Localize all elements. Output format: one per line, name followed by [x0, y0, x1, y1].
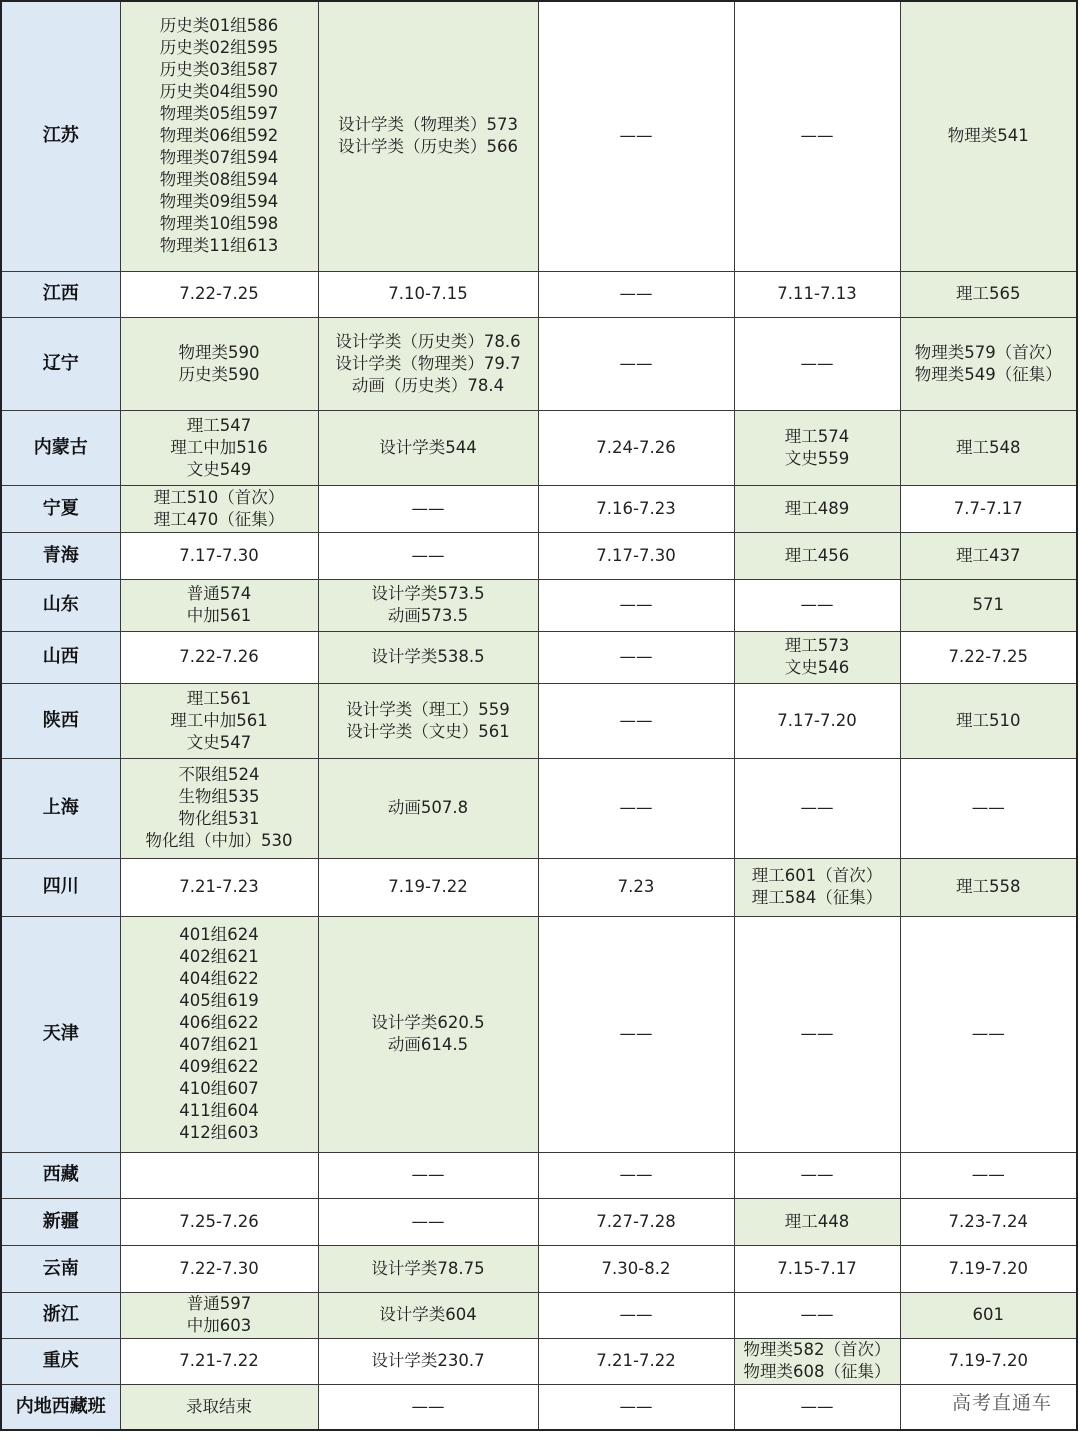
data-cell — [734, 1, 900, 271]
cell-line: 7.21-7.23 — [179, 877, 259, 896]
data-cell — [120, 1, 318, 271]
watermark: 高考直通车 — [951, 1392, 1052, 1414]
data-cell — [120, 631, 318, 683]
cell-line: 理工470（征集） — [153, 509, 285, 529]
cell-line: 设计学类620.5 — [371, 1013, 485, 1032]
cell-line: 历史类04组590 — [159, 82, 279, 102]
cell-line: —— — [619, 1396, 653, 1416]
data-cell — [538, 1245, 734, 1292]
cell-line: 7.19-7.20 — [948, 1258, 1028, 1278]
data-cell — [900, 916, 1077, 1152]
cell-line: 普通597 — [186, 1294, 252, 1313]
province-cell: 宁夏 — [1, 485, 120, 532]
data-cell — [900, 1152, 1077, 1198]
cell-line: 409组622 — [179, 1057, 259, 1076]
cell-line: 录取结束 — [186, 1396, 252, 1416]
data-cell — [900, 271, 1077, 317]
cell-line: 404组622 — [179, 969, 259, 988]
data-cell — [318, 579, 538, 631]
cell-line: 理工601（首次） — [751, 866, 883, 885]
data-cell — [538, 485, 734, 532]
cell-line: —— — [619, 284, 653, 303]
province-cell: 内地西藏班 — [1, 1384, 120, 1430]
data-cell — [734, 1245, 900, 1292]
cell-line: 物理类09组594 — [159, 192, 279, 212]
data-cell — [120, 532, 318, 579]
cell-line: 理工510 — [956, 710, 1021, 730]
data-cell — [120, 683, 318, 758]
data-cell — [120, 916, 318, 1152]
province-cell: 辽宁 — [1, 317, 120, 410]
cell-line: —— — [800, 1165, 834, 1184]
cell-line: 动画573.5 — [387, 606, 469, 625]
data-cell — [734, 858, 900, 916]
cell-line: 历史类02组595 — [159, 38, 279, 58]
cell-line: 理工489 — [784, 498, 850, 518]
cell-line: 7.16-7.23 — [596, 498, 676, 518]
data-cell — [734, 485, 900, 532]
data-cell — [734, 1292, 900, 1338]
cell-line: 动画507.8 — [387, 798, 469, 817]
cell-line: 物理类608（征集） — [743, 1362, 891, 1381]
data-cell — [538, 1292, 734, 1338]
cell-line: —— — [411, 545, 445, 565]
cell-line: 601 — [972, 1305, 1004, 1324]
data-cell — [538, 1384, 734, 1430]
data-cell — [120, 758, 318, 858]
cell-line: 7.22-7.25 — [948, 647, 1028, 666]
data-cell — [900, 758, 1077, 858]
province-cell: 内蒙古 — [1, 410, 120, 485]
table-row — [1, 1384, 1077, 1430]
cell-line: —— — [800, 1305, 834, 1324]
province-cell: 山西 — [1, 631, 120, 683]
cell-line: 理工中加516 — [170, 437, 268, 457]
data-cell — [318, 1245, 538, 1292]
data-cell — [734, 631, 900, 683]
cell-line: 物理类590 — [178, 342, 260, 362]
data-cell — [318, 317, 538, 410]
cell-line: —— — [619, 1165, 653, 1184]
cell-line: 理工448 — [784, 1211, 850, 1231]
cell-line: 402组621 — [179, 947, 259, 966]
cell-line: 理工573 — [784, 636, 850, 655]
cell-line: 407组621 — [179, 1035, 259, 1054]
cell-line: 动画614.5 — [387, 1035, 469, 1054]
data-cell — [734, 683, 900, 758]
data-cell — [318, 1152, 538, 1198]
data-cell — [538, 317, 734, 410]
cell-line: 571 — [972, 595, 1004, 614]
data-cell — [900, 1245, 1077, 1292]
cell-line: 物化组（中加）530 — [145, 831, 293, 850]
data-cell — [538, 858, 734, 916]
data-cell — [538, 271, 734, 317]
table-row — [1, 579, 1077, 631]
cell-line: —— — [800, 1396, 834, 1416]
cell-line: 物理类08组594 — [159, 170, 279, 190]
table-row — [1, 271, 1077, 317]
data-cell — [538, 1338, 734, 1384]
data-cell — [538, 631, 734, 683]
cell-line: 设计学类544 — [379, 437, 477, 457]
data-cell — [734, 1338, 900, 1384]
cell-line: 设计学类573.5 — [371, 584, 485, 603]
data-cell — [318, 858, 538, 916]
cell-line: —— — [971, 1024, 1005, 1043]
cell-line: 理工547 — [186, 415, 252, 435]
cell-line: 7.22-7.26 — [179, 647, 259, 666]
cell-line: 中加603 — [186, 1316, 252, 1335]
cell-line: 物理类582（首次） — [743, 1340, 891, 1359]
data-cell — [120, 410, 318, 485]
cell-line: 物理类549（征集） — [914, 364, 1062, 384]
cell-line: 7.27-7.28 — [596, 1211, 676, 1231]
province-cell: 青海 — [1, 532, 120, 579]
data-cell — [120, 485, 318, 532]
province-cell: 新疆 — [1, 1198, 120, 1245]
cell-line: 设计学类（历史类）78.6 — [335, 331, 521, 351]
table-row — [1, 317, 1077, 410]
cell-line: 生物组535 — [178, 787, 260, 806]
cell-line: 物化组531 — [178, 809, 260, 828]
data-cell — [900, 683, 1077, 758]
data-cell — [734, 1198, 900, 1245]
cell-line: 设计学类78.75 — [371, 1258, 485, 1278]
data-cell — [120, 1152, 318, 1198]
cell-line: —— — [619, 1305, 653, 1324]
data-cell — [734, 271, 900, 317]
data-cell — [900, 1338, 1077, 1384]
data-cell — [120, 1384, 318, 1430]
province-cell: 江西 — [1, 271, 120, 317]
data-cell — [318, 532, 538, 579]
data-cell — [318, 1, 538, 271]
cell-line: 文史546 — [784, 658, 850, 677]
cell-line: 401组624 — [179, 925, 259, 944]
cell-line: —— — [800, 1024, 834, 1043]
data-cell — [734, 579, 900, 631]
cell-line: 物理类07组594 — [159, 148, 279, 168]
data-cell — [318, 631, 538, 683]
data-cell — [318, 410, 538, 485]
data-cell — [120, 579, 318, 631]
cell-line: 7.17-7.30 — [596, 545, 676, 565]
cell-line: 7.22-7.25 — [179, 284, 259, 303]
cell-line: 7.21-7.22 — [179, 1351, 259, 1370]
cell-line: 历史类01组586 — [159, 16, 279, 36]
cell-line: 7.17-7.30 — [179, 545, 259, 565]
cell-line: 理工565 — [956, 284, 1021, 303]
province-cell: 陕西 — [1, 683, 120, 758]
cell-line: 物理类579（首次） — [914, 342, 1062, 362]
cell-line: 理工561 — [186, 688, 252, 708]
cell-line: 410组607 — [179, 1079, 259, 1098]
data-cell — [318, 485, 538, 532]
data-cell — [318, 271, 538, 317]
data-cell — [318, 1338, 538, 1384]
cell-line: 406组622 — [179, 1013, 259, 1032]
cell-line: 不限组524 — [178, 765, 260, 784]
cell-line: —— — [619, 595, 653, 614]
cell-line: 412组603 — [179, 1123, 259, 1142]
cell-line: 设计学类（物理类）79.7 — [335, 353, 521, 373]
data-cell — [900, 1292, 1077, 1338]
data-cell — [900, 410, 1077, 485]
cell-line: 7.23 — [617, 877, 655, 896]
cell-line: —— — [619, 126, 653, 146]
data-cell — [734, 916, 900, 1152]
data-cell — [538, 1, 734, 271]
cell-line: —— — [619, 647, 653, 666]
cell-line: 文史547 — [186, 732, 252, 752]
cell-line: 7.11-7.13 — [777, 284, 857, 303]
cell-line: 设计学类（文史）561 — [346, 721, 510, 741]
province-cell: 浙江 — [1, 1292, 120, 1338]
cell-line: 普通574 — [186, 584, 252, 603]
cell-line: 物理类06组592 — [159, 126, 279, 146]
data-cell — [120, 271, 318, 317]
cell-line: 7.30-8.2 — [601, 1258, 671, 1278]
cell-line: 理工548 — [956, 437, 1021, 457]
data-cell — [318, 758, 538, 858]
cell-line: 文史559 — [784, 448, 850, 468]
data-cell — [318, 916, 538, 1152]
cell-line: —— — [619, 798, 653, 817]
table-row — [1, 758, 1077, 858]
data-cell — [318, 1384, 538, 1430]
cell-line: —— — [411, 1211, 445, 1231]
cell-line: 物理类05组597 — [159, 104, 279, 124]
cell-line: 历史类590 — [178, 364, 260, 384]
table-row — [1, 1198, 1077, 1245]
data-cell — [734, 758, 900, 858]
table-row — [1, 485, 1077, 532]
province-cell: 江苏 — [1, 1, 120, 271]
data-cell — [900, 631, 1077, 683]
cell-line: 理工558 — [956, 877, 1021, 896]
cell-line: 405组619 — [179, 991, 259, 1010]
table-row — [1, 683, 1077, 758]
table-row — [1, 532, 1077, 579]
cell-line: 文史549 — [186, 459, 252, 479]
data-cell — [120, 858, 318, 916]
data-cell — [538, 410, 734, 485]
cell-line: 动画（历史类）78.4 — [351, 375, 505, 395]
cell-line: —— — [800, 798, 834, 817]
data-cell — [538, 532, 734, 579]
province-cell: 西藏 — [1, 1152, 120, 1198]
data-cell — [538, 579, 734, 631]
table-row — [1, 1, 1077, 271]
cell-line: 7.22-7.30 — [179, 1258, 259, 1278]
province-cell: 上海 — [1, 758, 120, 858]
cell-line: 历史类03组587 — [159, 60, 279, 80]
cell-line: 理工中加561 — [170, 710, 268, 730]
cell-line: —— — [800, 126, 834, 146]
data-cell — [538, 683, 734, 758]
table-row — [1, 1338, 1077, 1384]
table-row — [1, 1292, 1077, 1338]
cell-line: 设计学类604 — [379, 1305, 477, 1324]
data-cell — [538, 758, 734, 858]
data-cell — [318, 1198, 538, 1245]
data-cell — [734, 1152, 900, 1198]
data-cell — [538, 916, 734, 1152]
data-cell — [900, 1, 1077, 271]
cell-line: —— — [619, 710, 653, 730]
cell-line: 设计学类（物理类）573 — [338, 115, 518, 135]
cell-line: 7.21-7.22 — [596, 1351, 676, 1370]
cell-line: —— — [971, 798, 1005, 817]
cell-line: 物理类10组598 — [159, 214, 279, 234]
province-cell: 天津 — [1, 916, 120, 1152]
data-cell — [318, 683, 538, 758]
cell-line: 7.25-7.26 — [179, 1211, 259, 1231]
cell-line: —— — [411, 498, 445, 518]
province-cell: 云南 — [1, 1245, 120, 1292]
cell-line: 理工437 — [956, 545, 1021, 565]
data-cell — [120, 1338, 318, 1384]
data-cell — [538, 1198, 734, 1245]
cell-line: 理工574 — [784, 426, 850, 446]
data-cell — [120, 1292, 318, 1338]
cell-line: —— — [619, 1024, 653, 1043]
table-row — [1, 858, 1077, 916]
data-cell — [734, 410, 900, 485]
data-cell — [120, 1198, 318, 1245]
cell-line: 411组604 — [179, 1101, 259, 1120]
cell-line: 设计学类230.7 — [371, 1351, 485, 1370]
cell-line: 设计学类（历史类）566 — [338, 137, 518, 157]
cell-line: 理工456 — [784, 545, 850, 565]
cell-line: 7.24-7.26 — [596, 437, 676, 457]
data-cell — [734, 317, 900, 410]
table-row — [1, 631, 1077, 683]
cell-line: 7.17-7.20 — [777, 710, 857, 730]
province-cell: 四川 — [1, 858, 120, 916]
data-cell — [538, 1152, 734, 1198]
cell-line: 设计学类（理工）559 — [346, 699, 510, 719]
province-cell: 重庆 — [1, 1338, 120, 1384]
cell-line: 7.19-7.20 — [948, 1351, 1028, 1370]
cell-line: 7.15-7.17 — [777, 1258, 857, 1278]
cell-line: 物理类11组613 — [159, 236, 279, 256]
cell-line: —— — [619, 353, 653, 373]
cell-line: 7.19-7.22 — [388, 877, 468, 896]
data-cell — [318, 1292, 538, 1338]
table-body — [1, 1, 1077, 1430]
cell-line: —— — [411, 1165, 445, 1184]
cell-line: 物理类541 — [947, 126, 1029, 146]
data-cell — [900, 485, 1077, 532]
cell-line: —— — [800, 595, 834, 614]
cell-line: 7.23-7.24 — [948, 1211, 1028, 1231]
cell-line: —— — [800, 353, 834, 373]
data-cell — [120, 1245, 318, 1292]
data-cell — [900, 858, 1077, 916]
data-cell — [734, 532, 900, 579]
table-row — [1, 410, 1077, 485]
data-cell — [900, 1198, 1077, 1245]
cell-line: —— — [411, 1396, 445, 1416]
cell-line: 7.10-7.15 — [388, 284, 468, 303]
cell-line: 设计学类538.5 — [371, 647, 485, 666]
data-cell — [900, 579, 1077, 631]
table-row — [1, 1152, 1077, 1198]
cell-line: 理工584（征集） — [751, 888, 883, 907]
table-row — [1, 916, 1077, 1152]
province-cell: 山东 — [1, 579, 120, 631]
data-cell — [900, 532, 1077, 579]
cell-line: 7.7-7.17 — [953, 498, 1023, 518]
cell-line: 中加561 — [186, 606, 252, 625]
cell-line: 理工510（首次） — [153, 487, 285, 507]
cell-line: —— — [971, 1165, 1005, 1184]
data-cell — [900, 317, 1077, 410]
table-row — [1, 1245, 1077, 1292]
data-cell — [120, 317, 318, 410]
data-cell — [734, 1384, 900, 1430]
